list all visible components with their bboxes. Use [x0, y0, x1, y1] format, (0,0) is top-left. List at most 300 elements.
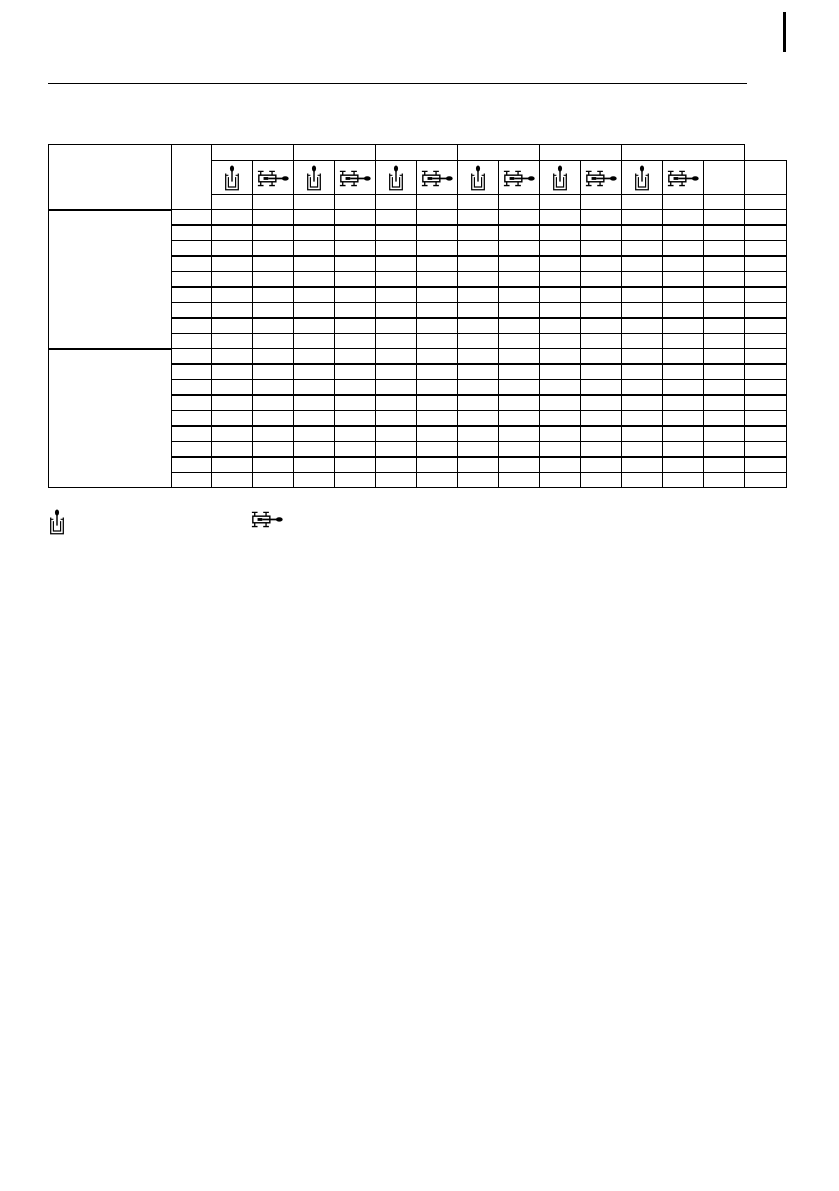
data-cell	[458, 287, 499, 303]
data-cell	[417, 318, 458, 334]
unit-header-cell	[663, 195, 704, 210]
group-header-3	[376, 145, 458, 161]
lift-vertical-icon	[387, 164, 405, 192]
data-cell	[335, 457, 376, 473]
data-cell	[294, 457, 335, 473]
data-cell	[540, 334, 581, 349]
data-cell	[212, 303, 253, 319]
row-label-cell	[172, 256, 212, 272]
data-cell	[294, 241, 335, 257]
data-cell	[704, 380, 745, 396]
data-cell	[540, 457, 581, 473]
data-cell	[417, 256, 458, 272]
data-cell	[663, 349, 704, 365]
data-cell	[499, 442, 540, 458]
data-cell	[499, 426, 540, 442]
data-cell	[622, 426, 663, 442]
data-cell	[212, 364, 253, 380]
data-cell	[581, 473, 622, 488]
data-cell	[294, 426, 335, 442]
unit-header-cell	[458, 195, 499, 210]
data-cell	[581, 334, 622, 349]
data-cell	[417, 241, 458, 257]
unit-header-cell	[294, 195, 335, 210]
data-cell	[663, 411, 704, 427]
data-cell	[499, 395, 540, 411]
data-cell	[458, 225, 499, 241]
data-cell	[458, 395, 499, 411]
data-cell	[376, 210, 417, 226]
data-cell	[376, 334, 417, 349]
data-cell	[294, 256, 335, 272]
data-cell	[417, 272, 458, 288]
data-cell	[663, 210, 704, 226]
data-cell	[540, 473, 581, 488]
data-cell	[663, 442, 704, 458]
data-cell	[581, 287, 622, 303]
data-cell	[458, 334, 499, 349]
data-cell	[622, 349, 663, 365]
data-cell	[745, 225, 787, 241]
data-cell	[540, 318, 581, 334]
icon-header-cell	[253, 161, 294, 195]
data-cell	[458, 442, 499, 458]
row-label-cell	[172, 473, 212, 488]
data-cell	[294, 395, 335, 411]
unit-header-cell	[212, 195, 253, 210]
data-cell	[499, 303, 540, 319]
row-label-cell	[172, 442, 212, 458]
data-cell	[745, 473, 787, 488]
data-cell	[335, 334, 376, 349]
data-cell	[704, 334, 745, 349]
icon-header-cell	[540, 161, 581, 195]
data-cell	[499, 256, 540, 272]
data-cell	[294, 318, 335, 334]
data-cell	[253, 442, 294, 458]
data-cell	[540, 287, 581, 303]
data-cell	[540, 442, 581, 458]
data-cell	[417, 364, 458, 380]
icon-header-cell	[663, 161, 704, 195]
data-cell	[704, 349, 745, 365]
data-cell	[499, 241, 540, 257]
data-cell	[540, 349, 581, 365]
data-cell	[745, 256, 787, 272]
data-cell	[704, 457, 745, 473]
row-label-cell	[172, 287, 212, 303]
data-cell	[499, 225, 540, 241]
data-cell	[335, 287, 376, 303]
data-cell	[704, 395, 745, 411]
data-cell	[253, 380, 294, 396]
data-cell	[581, 256, 622, 272]
data-cell	[663, 395, 704, 411]
data-cell	[622, 442, 663, 458]
row-label-cell	[172, 349, 212, 365]
data-cell	[417, 303, 458, 319]
data-cell	[745, 334, 787, 349]
data-cell	[704, 473, 745, 488]
data-cell	[376, 241, 417, 257]
data-cell	[622, 318, 663, 334]
data-cell	[745, 442, 787, 458]
unit-header-cell	[417, 195, 458, 210]
lift-vertical-icon	[551, 164, 569, 192]
group-header-1	[212, 145, 294, 161]
data-cell	[622, 272, 663, 288]
data-cell	[540, 303, 581, 319]
data-cell	[704, 426, 745, 442]
data-cell	[663, 241, 704, 257]
icon-header-cell	[294, 161, 335, 195]
data-cell	[663, 334, 704, 349]
row-label-cell	[172, 303, 212, 319]
data-cell	[253, 473, 294, 488]
row-label-cell	[172, 210, 212, 226]
data-cell	[663, 287, 704, 303]
icon-header-cell	[622, 161, 663, 195]
data-cell	[622, 457, 663, 473]
data-cell	[540, 241, 581, 257]
row-label-cell	[172, 272, 212, 288]
data-cell	[745, 272, 787, 288]
data-cell	[335, 411, 376, 427]
data-cell	[458, 241, 499, 257]
data-cell	[335, 473, 376, 488]
data-cell	[376, 272, 417, 288]
data-cell	[663, 303, 704, 319]
data-cell	[704, 303, 745, 319]
data-cell	[581, 364, 622, 380]
data-cell	[294, 473, 335, 488]
data-cell	[704, 272, 745, 288]
unit-header-cell	[745, 195, 787, 210]
data-cell	[581, 457, 622, 473]
data-cell	[581, 411, 622, 427]
header-rule	[48, 83, 747, 84]
data-cell	[376, 225, 417, 241]
data-cell	[540, 380, 581, 396]
data-cell	[622, 303, 663, 319]
data-cell	[458, 272, 499, 288]
data-cell	[376, 287, 417, 303]
unit-header-cell	[622, 195, 663, 210]
data-cell	[704, 318, 745, 334]
row-label-cell	[172, 241, 212, 257]
data-cell	[499, 210, 540, 226]
data-cell	[294, 349, 335, 365]
data-cell	[581, 426, 622, 442]
data-cell	[458, 303, 499, 319]
data-cell	[704, 411, 745, 427]
data-cell	[581, 442, 622, 458]
group-header-4	[458, 145, 540, 161]
icon-header-cell	[745, 161, 787, 195]
data-cell	[253, 349, 294, 365]
data-cell	[458, 457, 499, 473]
data-cell	[745, 395, 787, 411]
lift-vertical-icon	[223, 164, 241, 192]
data-cell	[581, 349, 622, 365]
data-cell	[376, 395, 417, 411]
data-cell	[253, 241, 294, 257]
data-cell	[335, 395, 376, 411]
data-cell	[212, 225, 253, 241]
row-label-cell	[172, 334, 212, 349]
data-cell	[581, 272, 622, 288]
data-cell	[540, 272, 581, 288]
data-cell	[499, 457, 540, 473]
data-cell	[253, 272, 294, 288]
icon-header-cell	[704, 161, 745, 195]
data-cell	[745, 303, 787, 319]
data-cell	[417, 334, 458, 349]
data-cell	[499, 287, 540, 303]
data-cell	[253, 303, 294, 319]
data-cell	[745, 318, 787, 334]
data-cell	[581, 210, 622, 226]
row-label-cell	[172, 426, 212, 442]
data-cell	[581, 395, 622, 411]
unit-header-cell	[581, 195, 622, 210]
data-cell	[253, 256, 294, 272]
data-grid	[48, 144, 787, 488]
icon-header-cell	[458, 161, 499, 195]
data-cell	[458, 473, 499, 488]
data-cell	[663, 225, 704, 241]
unit-header-cell	[540, 195, 581, 210]
data-cell	[499, 473, 540, 488]
data-cell	[663, 426, 704, 442]
data-cell	[376, 256, 417, 272]
data-cell	[622, 210, 663, 226]
data-cell	[376, 442, 417, 458]
unit-header-cell	[253, 195, 294, 210]
data-cell	[335, 210, 376, 226]
table-row	[49, 210, 787, 226]
data-cell	[212, 395, 253, 411]
horizontal-attachment-icon	[250, 508, 284, 530]
data-cell	[745, 457, 787, 473]
data-cell	[745, 364, 787, 380]
data-cell	[212, 426, 253, 442]
data-cell	[622, 256, 663, 272]
data-cell	[458, 411, 499, 427]
lift-vertical-icon	[305, 164, 323, 192]
data-cell	[458, 349, 499, 365]
data-cell	[294, 287, 335, 303]
header-corner-cell	[49, 145, 172, 210]
data-cell	[704, 364, 745, 380]
unit-header-cell	[376, 195, 417, 210]
data-cell	[663, 256, 704, 272]
data-cell	[212, 349, 253, 365]
row-label-cell	[172, 225, 212, 241]
table-row	[49, 349, 787, 365]
lift-vertical-icon	[469, 164, 487, 192]
data-cell	[581, 241, 622, 257]
data-cell	[417, 210, 458, 226]
data-cell	[458, 318, 499, 334]
data-cell	[212, 473, 253, 488]
data-cell	[417, 426, 458, 442]
data-cell	[294, 411, 335, 427]
data-cell	[335, 349, 376, 365]
data-cell	[540, 395, 581, 411]
group-header-6	[622, 145, 745, 161]
data-cell	[622, 364, 663, 380]
data-cell	[212, 318, 253, 334]
lift-vertical-icon	[633, 164, 651, 192]
data-cell	[704, 442, 745, 458]
data-cell	[704, 256, 745, 272]
data-cell	[376, 457, 417, 473]
data-cell	[745, 426, 787, 442]
data-cell	[376, 349, 417, 365]
data-cell	[212, 334, 253, 349]
data-cell	[376, 473, 417, 488]
data-cell	[458, 380, 499, 396]
data-cell	[499, 380, 540, 396]
data-cell	[745, 241, 787, 257]
data-cell	[745, 411, 787, 427]
header-unit-cell	[172, 145, 212, 210]
data-cell	[499, 334, 540, 349]
row-label-cell	[172, 380, 212, 396]
data-cell	[663, 272, 704, 288]
data-cell	[499, 349, 540, 365]
data-cell	[622, 380, 663, 396]
data-cell	[253, 210, 294, 226]
horizontal-attachment-icon	[256, 167, 290, 189]
data-cell	[212, 241, 253, 257]
data-cell	[499, 318, 540, 334]
data-cell	[335, 318, 376, 334]
data-cell	[294, 364, 335, 380]
data-cell	[335, 364, 376, 380]
data-cell	[581, 380, 622, 396]
data-cell	[458, 426, 499, 442]
row-label-cell	[172, 318, 212, 334]
data-cell	[376, 318, 417, 334]
data-cell	[376, 411, 417, 427]
data-cell	[622, 334, 663, 349]
data-cell	[622, 395, 663, 411]
data-cell	[622, 241, 663, 257]
data-cell	[253, 225, 294, 241]
unit-header-cell	[704, 195, 745, 210]
data-cell	[376, 426, 417, 442]
data-cell	[376, 303, 417, 319]
icon-header-cell	[212, 161, 253, 195]
data-cell	[335, 225, 376, 241]
data-cell	[335, 380, 376, 396]
data-cell	[294, 272, 335, 288]
lift-vertical-icon	[48, 508, 66, 536]
data-cell	[212, 442, 253, 458]
data-cell	[622, 225, 663, 241]
data-cell	[417, 395, 458, 411]
data-cell	[417, 380, 458, 396]
data-cell	[540, 426, 581, 442]
icon-header-cell	[376, 161, 417, 195]
data-cell	[581, 225, 622, 241]
data-cell	[458, 364, 499, 380]
data-cell	[253, 411, 294, 427]
data-cell	[663, 364, 704, 380]
grid-table	[48, 144, 787, 488]
legend-vertical	[48, 508, 66, 536]
row-label-cell	[172, 457, 212, 473]
data-cell	[417, 411, 458, 427]
section-label-cell	[49, 349, 172, 488]
data-cell	[335, 303, 376, 319]
data-cell	[253, 457, 294, 473]
data-cell	[704, 241, 745, 257]
data-cell	[417, 473, 458, 488]
data-cell	[540, 364, 581, 380]
data-cell	[212, 287, 253, 303]
data-cell	[540, 411, 581, 427]
data-cell	[294, 225, 335, 241]
section-label-cell	[49, 210, 172, 349]
data-cell	[663, 380, 704, 396]
data-cell	[745, 210, 787, 226]
data-cell	[253, 364, 294, 380]
data-cell	[253, 334, 294, 349]
data-cell	[417, 349, 458, 365]
data-cell	[499, 411, 540, 427]
horizontal-attachment-icon	[584, 167, 618, 189]
horizontal-attachment-icon	[666, 167, 700, 189]
horizontal-attachment-icon	[338, 167, 372, 189]
data-cell	[663, 457, 704, 473]
data-cell	[212, 411, 253, 427]
row-label-cell	[172, 364, 212, 380]
data-cell	[212, 210, 253, 226]
horizontal-attachment-icon	[502, 167, 536, 189]
group-header-5	[540, 145, 622, 161]
data-cell	[499, 272, 540, 288]
data-cell	[417, 442, 458, 458]
data-cell	[335, 241, 376, 257]
data-cell	[253, 318, 294, 334]
group-header-2	[294, 145, 376, 161]
data-cell	[458, 210, 499, 226]
data-cell	[458, 256, 499, 272]
unit-header-cell	[335, 195, 376, 210]
data-cell	[253, 426, 294, 442]
data-cell	[335, 272, 376, 288]
data-cell	[622, 473, 663, 488]
data-cell	[376, 364, 417, 380]
data-cell	[294, 334, 335, 349]
data-cell	[253, 395, 294, 411]
data-cell	[499, 364, 540, 380]
data-cell	[540, 225, 581, 241]
legend-horizontal	[250, 508, 284, 530]
icon-header-cell	[417, 161, 458, 195]
data-cell	[417, 457, 458, 473]
data-cell	[212, 380, 253, 396]
unit-header-cell	[499, 195, 540, 210]
data-cell	[663, 473, 704, 488]
data-cell	[417, 287, 458, 303]
data-cell	[581, 318, 622, 334]
data-cell	[294, 303, 335, 319]
data-cell	[253, 287, 294, 303]
